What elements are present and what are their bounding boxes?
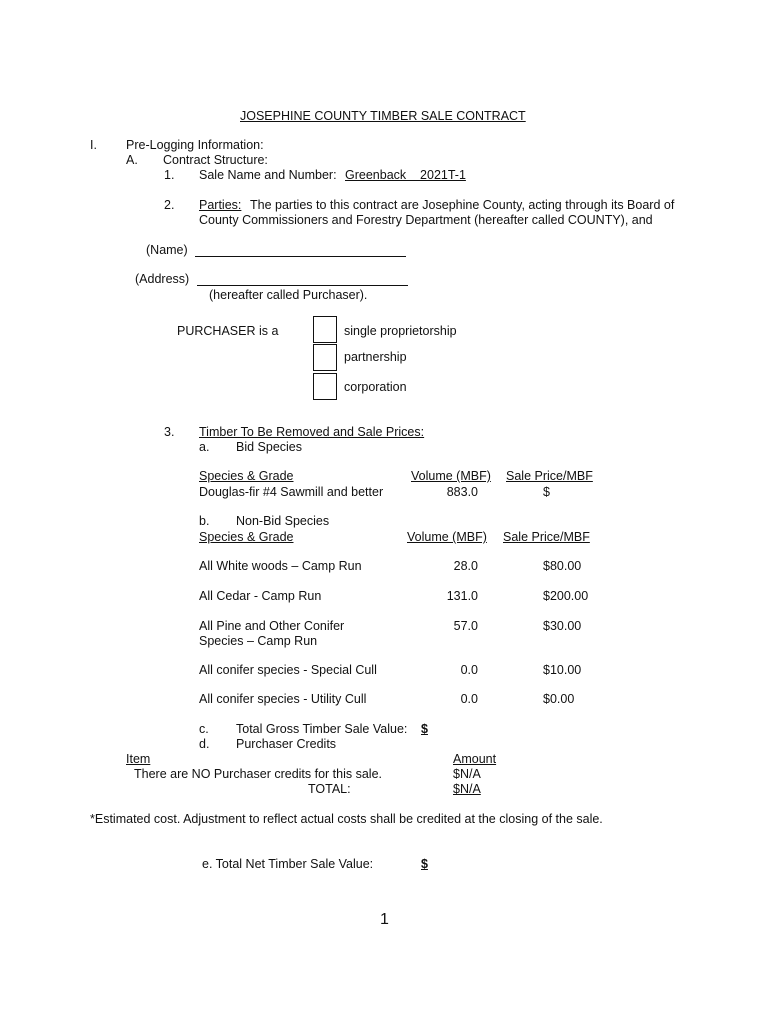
partnership-label: partnership [344,350,407,364]
bid-species-label: Bid Species [236,440,303,454]
section-number: I. [90,138,97,152]
parties-heading: Parties: [199,198,242,212]
address-label: (Address) [135,272,190,286]
credits-header-item: Item [126,752,151,766]
nonbid-species-label: Non-Bid Species [236,514,330,528]
nonbid-row-price: $80.00 [543,559,582,573]
footnote: *Estimated cost. Adjustment to reflect actual costs shall be credited at the closing of the sale. [90,812,603,826]
single-proprietorship-label: single proprietorship [344,324,457,338]
gross-letter: c. [199,722,209,736]
bid-row-price: $ [543,485,550,499]
credits-row-amount: $N/A [453,767,481,781]
bid-header-volume: Volume (MBF) [411,469,491,483]
bid-header-price: Sale Price/MBF [506,469,593,483]
nonbid-header-price: Sale Price/MBF [503,530,590,544]
partnership-checkbox[interactable] [313,344,337,371]
nonbid-row-price: $200.00 [543,589,589,603]
nonbid-letter: b. [199,514,210,528]
nonbid-row-price: $30.00 [543,619,582,633]
single-proprietorship-checkbox[interactable] [313,316,337,343]
nonbid-row-species: All Pine and Other Conifer [199,619,345,633]
subsection-number: A. [126,153,138,167]
nonbid-row-species: All conifer species - Utility Cull [199,692,367,706]
nonbid-row-volume: 131.0 [446,589,478,603]
subsection-label: Contract Structure: [163,153,268,167]
name-label: (Name) [146,243,188,257]
corporation-checkbox[interactable] [313,373,337,400]
gross-value-label: Total Gross Timber Sale Value: [236,722,408,736]
credits-letter: d. [199,737,210,751]
nonbid-row-species-cont: Species – Camp Run [199,634,318,648]
sale-name-label: Sale Name and Number: [199,168,337,182]
item2-number: 2. [164,198,175,212]
address-field-line[interactable] [197,285,408,286]
nonbid-header-species: Species & Grade [199,530,294,544]
section-label: Pre-Logging Information: [126,138,264,152]
net-value-label: e. Total Net Timber Sale Value: [202,857,374,871]
bid-header-species: Species & Grade [199,469,294,483]
timber-heading: Timber To Be Removed and Sale Prices: [199,425,425,439]
nonbid-row-species: All conifer species - Special Cull [199,663,377,677]
purchaser-credits-label: Purchaser Credits [236,737,337,751]
nonbid-row-price: $0.00 [543,692,575,706]
nonbid-row-price: $10.00 [543,663,582,677]
item1-number: 1. [164,168,175,182]
bid-row-volume: 883.0 [446,485,478,499]
credits-total-amount: $N/A [453,782,481,796]
net-value: $ [421,857,428,871]
purchaser-type-label: PURCHASER is a [177,324,279,338]
nonbid-row-volume: 57.0 [453,619,478,633]
nonbid-row-volume: 28.0 [453,559,478,573]
gross-value: $ [421,722,428,736]
nonbid-row-species: All White woods – Camp Run [199,559,362,573]
bid-row-species: Douglas-fir #4 Sawmill and better [199,485,384,499]
sale-name-value: Greenback 2021T-1 [345,168,466,182]
contract-title: JOSEPHINE COUNTY TIMBER SALE CONTRACT [240,109,526,123]
credits-header-amount: Amount [453,752,497,766]
page-number: 1 [380,911,389,928]
credits-total-label: TOTAL: [308,782,351,796]
nonbid-header-volume: Volume (MBF) [407,530,487,544]
nonbid-row-species: All Cedar - Camp Run [199,589,322,603]
bid-letter: a. [199,440,210,454]
name-field-line[interactable] [195,256,406,257]
purchaser-note: (hereafter called Purchaser). [209,288,368,302]
corporation-label: corporation [344,380,407,394]
parties-text-line1: The parties to this contract are Josephine County, acting through its Board of [250,198,675,212]
nonbid-row-volume: 0.0 [460,692,478,706]
credits-row-text: There are NO Purchaser credits for this sale. [134,767,383,781]
nonbid-row-volume: 0.0 [460,663,478,677]
parties-text-line2: County Commissioners and Forestry Department (hereafter called COUNTY), and [199,213,653,227]
item3-number: 3. [164,425,175,439]
